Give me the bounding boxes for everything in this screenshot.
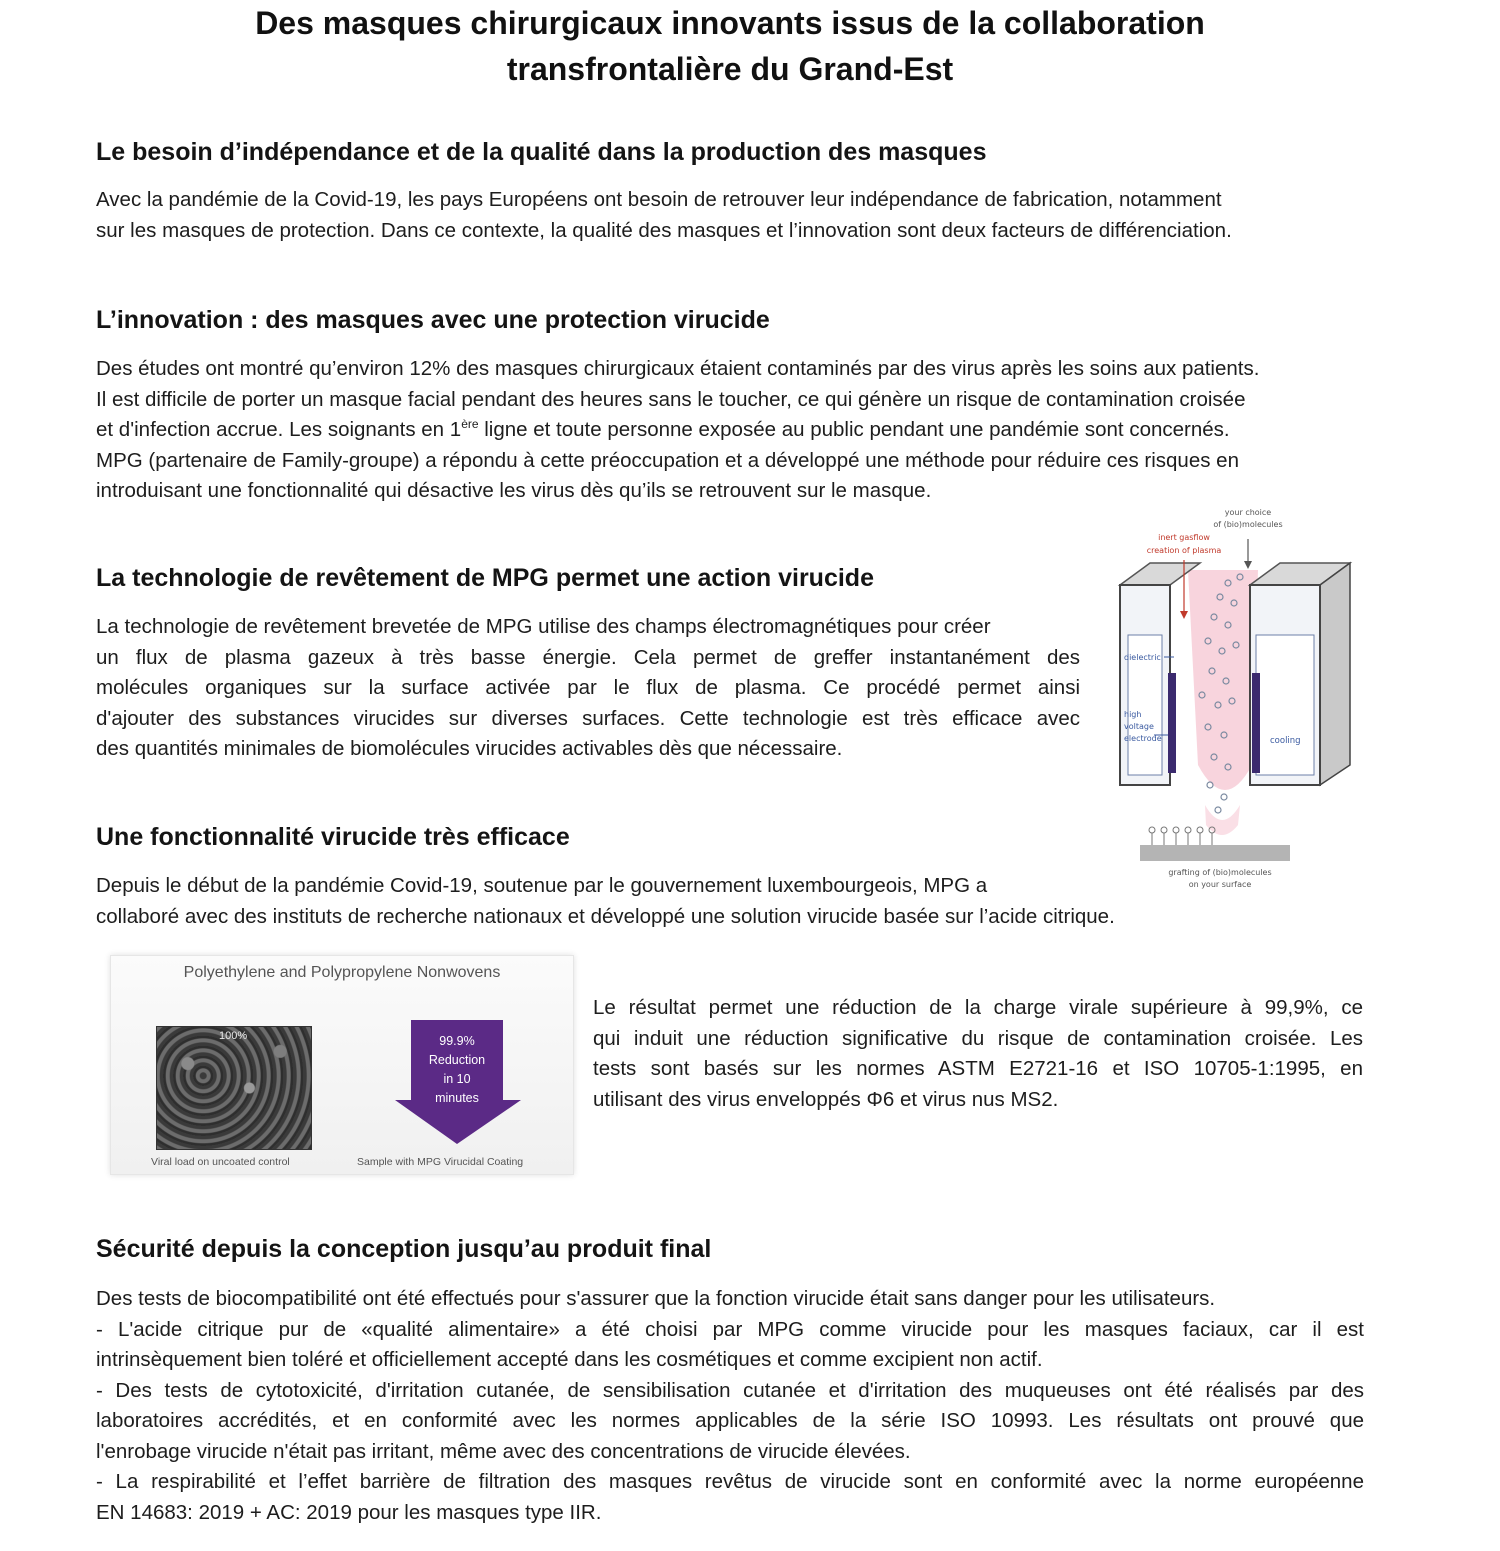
body-line: - La respirabilité et l’effet barrière de filtration des masques revêtus de virucide sont en conformité avec la norme européenne bbox=[96, 1470, 1364, 1493]
body-line: molécules organiques sur la surface activée par le flux de plasma. Ce procédé permet ainsi bbox=[96, 676, 1080, 699]
body-line bbox=[96, 415, 1366, 446]
body-line: introduisant une fonctionnalité qui désactive les virus dès qu’ils se retrouvent sur le masque. bbox=[96, 479, 932, 502]
body-line-part: ligne et toute personne exposée au public pendant une pandémie sont concernés. bbox=[478, 418, 1230, 441]
section-body-technology bbox=[96, 612, 1080, 765]
diagram-label: voltage bbox=[1124, 722, 1154, 731]
body-line: laboratoires accrédités, et en conformité avec les normes applicables de la série ISO 10993. Les résultats ont prouvé que bbox=[96, 1409, 1364, 1432]
reduction-label bbox=[413, 1032, 501, 1108]
body-line: collaboré avec des instituts de recherche nationaux et développé une solution virucide basée sur l’acide citrique. bbox=[96, 904, 1115, 928]
section-heading-independence: Le besoin d’indépendance et de la qualité dans la production des masques bbox=[96, 138, 987, 166]
body-line: Avec la pandémie de la Covid-19, les pays Européens ont besoin de retrouver leur indépendance de fabrication, notamment bbox=[96, 188, 1222, 211]
body-line-part: et d'infection accrue. Les soignants en 1 bbox=[96, 418, 462, 441]
diagram-label: inert gasflow bbox=[1158, 533, 1210, 542]
diagram-label: electrode bbox=[1124, 734, 1162, 743]
body-line: d'ajouter des substances virucides sur diverses surfaces. Cette technologie est très efficace avec bbox=[96, 706, 1080, 730]
result-text bbox=[593, 993, 1363, 1115]
document-title bbox=[150, 0, 1310, 92]
body-line: - Des tests de cytotoxicité, d'irritation cutanée, de sensibilisation cutanée et d'irritation des muqueuses ont été réalisés par des bbox=[96, 1378, 1364, 1402]
viral-load-figure bbox=[110, 955, 574, 1175]
caption-control: Viral load on uncoated control bbox=[151, 1156, 290, 1168]
section-heading-technology: La technologie de revêtement de MPG permet une action virucide bbox=[96, 564, 874, 592]
section-heading-safety: Sécurité depuis la conception jusqu’au produit final bbox=[96, 1235, 712, 1263]
reduction-line: Reduction bbox=[428, 1053, 486, 1067]
micrograph-image bbox=[156, 1026, 312, 1150]
section-body-safety bbox=[96, 1284, 1364, 1528]
diagram-label: cooling bbox=[1270, 736, 1301, 746]
section-body-innovation bbox=[96, 354, 1366, 507]
body-line: l'enrobage virucide n'était pas irritant, même avec des concentrations de virucide élevées. bbox=[96, 1439, 911, 1463]
section-body-independence bbox=[96, 185, 1366, 246]
body-line: Depuis le début de la pandémie Covid-19, soutenue par le gouvernement luxembourgeois, MPG a bbox=[96, 874, 988, 897]
reduction-line: in 10 bbox=[443, 1072, 471, 1086]
body-line: intrinsèquement bien toléré et officiellement accepté dans les cosmétiques et comme excipient non actif. bbox=[96, 1348, 1043, 1371]
body-line: tests sont basés sur les normes ASTM E2721-16 et ISO 10705-1:1995, en bbox=[593, 1057, 1363, 1080]
diagram-label: on your surface bbox=[1188, 880, 1252, 889]
body-line: Des études ont montré qu’environ 12% des masques chirurgicaux étaient contaminés par des virus après les soins aux patients. bbox=[96, 357, 1260, 380]
diagram-label: creation of plasma bbox=[1146, 546, 1222, 555]
section-heading-innovation: L’innovation : des masques avec une protection virucide bbox=[96, 306, 770, 334]
body-line: - L'acide citrique pur de «qualité alimentaire» a été choisi par MPG comme virucide pour les masques faciaux, car il est bbox=[96, 1317, 1364, 1341]
section-body-efficacy bbox=[96, 871, 1346, 932]
reduction-line: minutes bbox=[435, 1091, 479, 1105]
control-percentage: 100% bbox=[219, 1030, 248, 1042]
body-line: Le résultat permet une réduction de la charge virale supérieure à 99,9%, ce bbox=[593, 996, 1363, 1019]
superscript: ère bbox=[461, 417, 479, 432]
body-line: qui induit une réduction significative du risque de contamination croisée. Les bbox=[593, 1026, 1363, 1050]
caption-coated: Sample with MPG Virucidal Coating bbox=[357, 1156, 524, 1168]
body-line: EN 14683: 2019 + AC: 2019 pour les masques type IIR. bbox=[96, 1500, 602, 1524]
body-line: Des tests de biocompatibilité ont été effectués pour s'assurer que la fonction virucide était sans danger pour les utilisateurs. bbox=[96, 1287, 1216, 1310]
reduction-line: 99.9% bbox=[439, 1034, 475, 1048]
diagram-label: your choice bbox=[1224, 508, 1272, 517]
diagram-label: high bbox=[1124, 710, 1142, 719]
title-line-1: Des masques chirurgicaux innovants issus de la collaboration bbox=[255, 5, 1205, 41]
body-line: La technologie de revêtement brevetée de MPG utilise des champs électromagnétiques pour créer bbox=[96, 615, 991, 638]
section-heading-efficacy: Une fonctionnalité virucide très efficace bbox=[96, 823, 570, 851]
body-line: Il est difficile de porter un masque facial pendant des heures sans le toucher, ce qui génère un risque de contamination croisée bbox=[96, 387, 1246, 411]
diagram-label: of (bio)molecules bbox=[1213, 520, 1283, 529]
figure-title: Polyethylene and Polypropylene Nonwovens bbox=[183, 964, 501, 981]
body-line: MPG (partenaire de Family-groupe) a répondu à cette préoccupation et a développé une méthode pour réduire ces risques en bbox=[96, 448, 1239, 472]
body-line: utilisant des virus enveloppés Φ6 et virus nus MS2. bbox=[593, 1087, 1059, 1111]
diagram-label: grafting of (bio)molecules bbox=[1168, 868, 1272, 877]
diagram-label: dielectric bbox=[1124, 653, 1161, 662]
body-line: un flux de plasma gazeux à très basse énergie. Cela permet de greffer instantanément des bbox=[96, 645, 1080, 669]
plasma-coating-diagram bbox=[1110, 505, 1360, 895]
body-line: des quantités minimales de biomolécules virucides activables dès que nécessaire. bbox=[96, 737, 843, 760]
title-line-2: transfrontalière du Grand-Est bbox=[506, 51, 954, 87]
body-line: sur les masques de protection. Dans ce contexte, la qualité des masques et l’innovation sont deux facteurs de différenciation. bbox=[96, 218, 1232, 242]
